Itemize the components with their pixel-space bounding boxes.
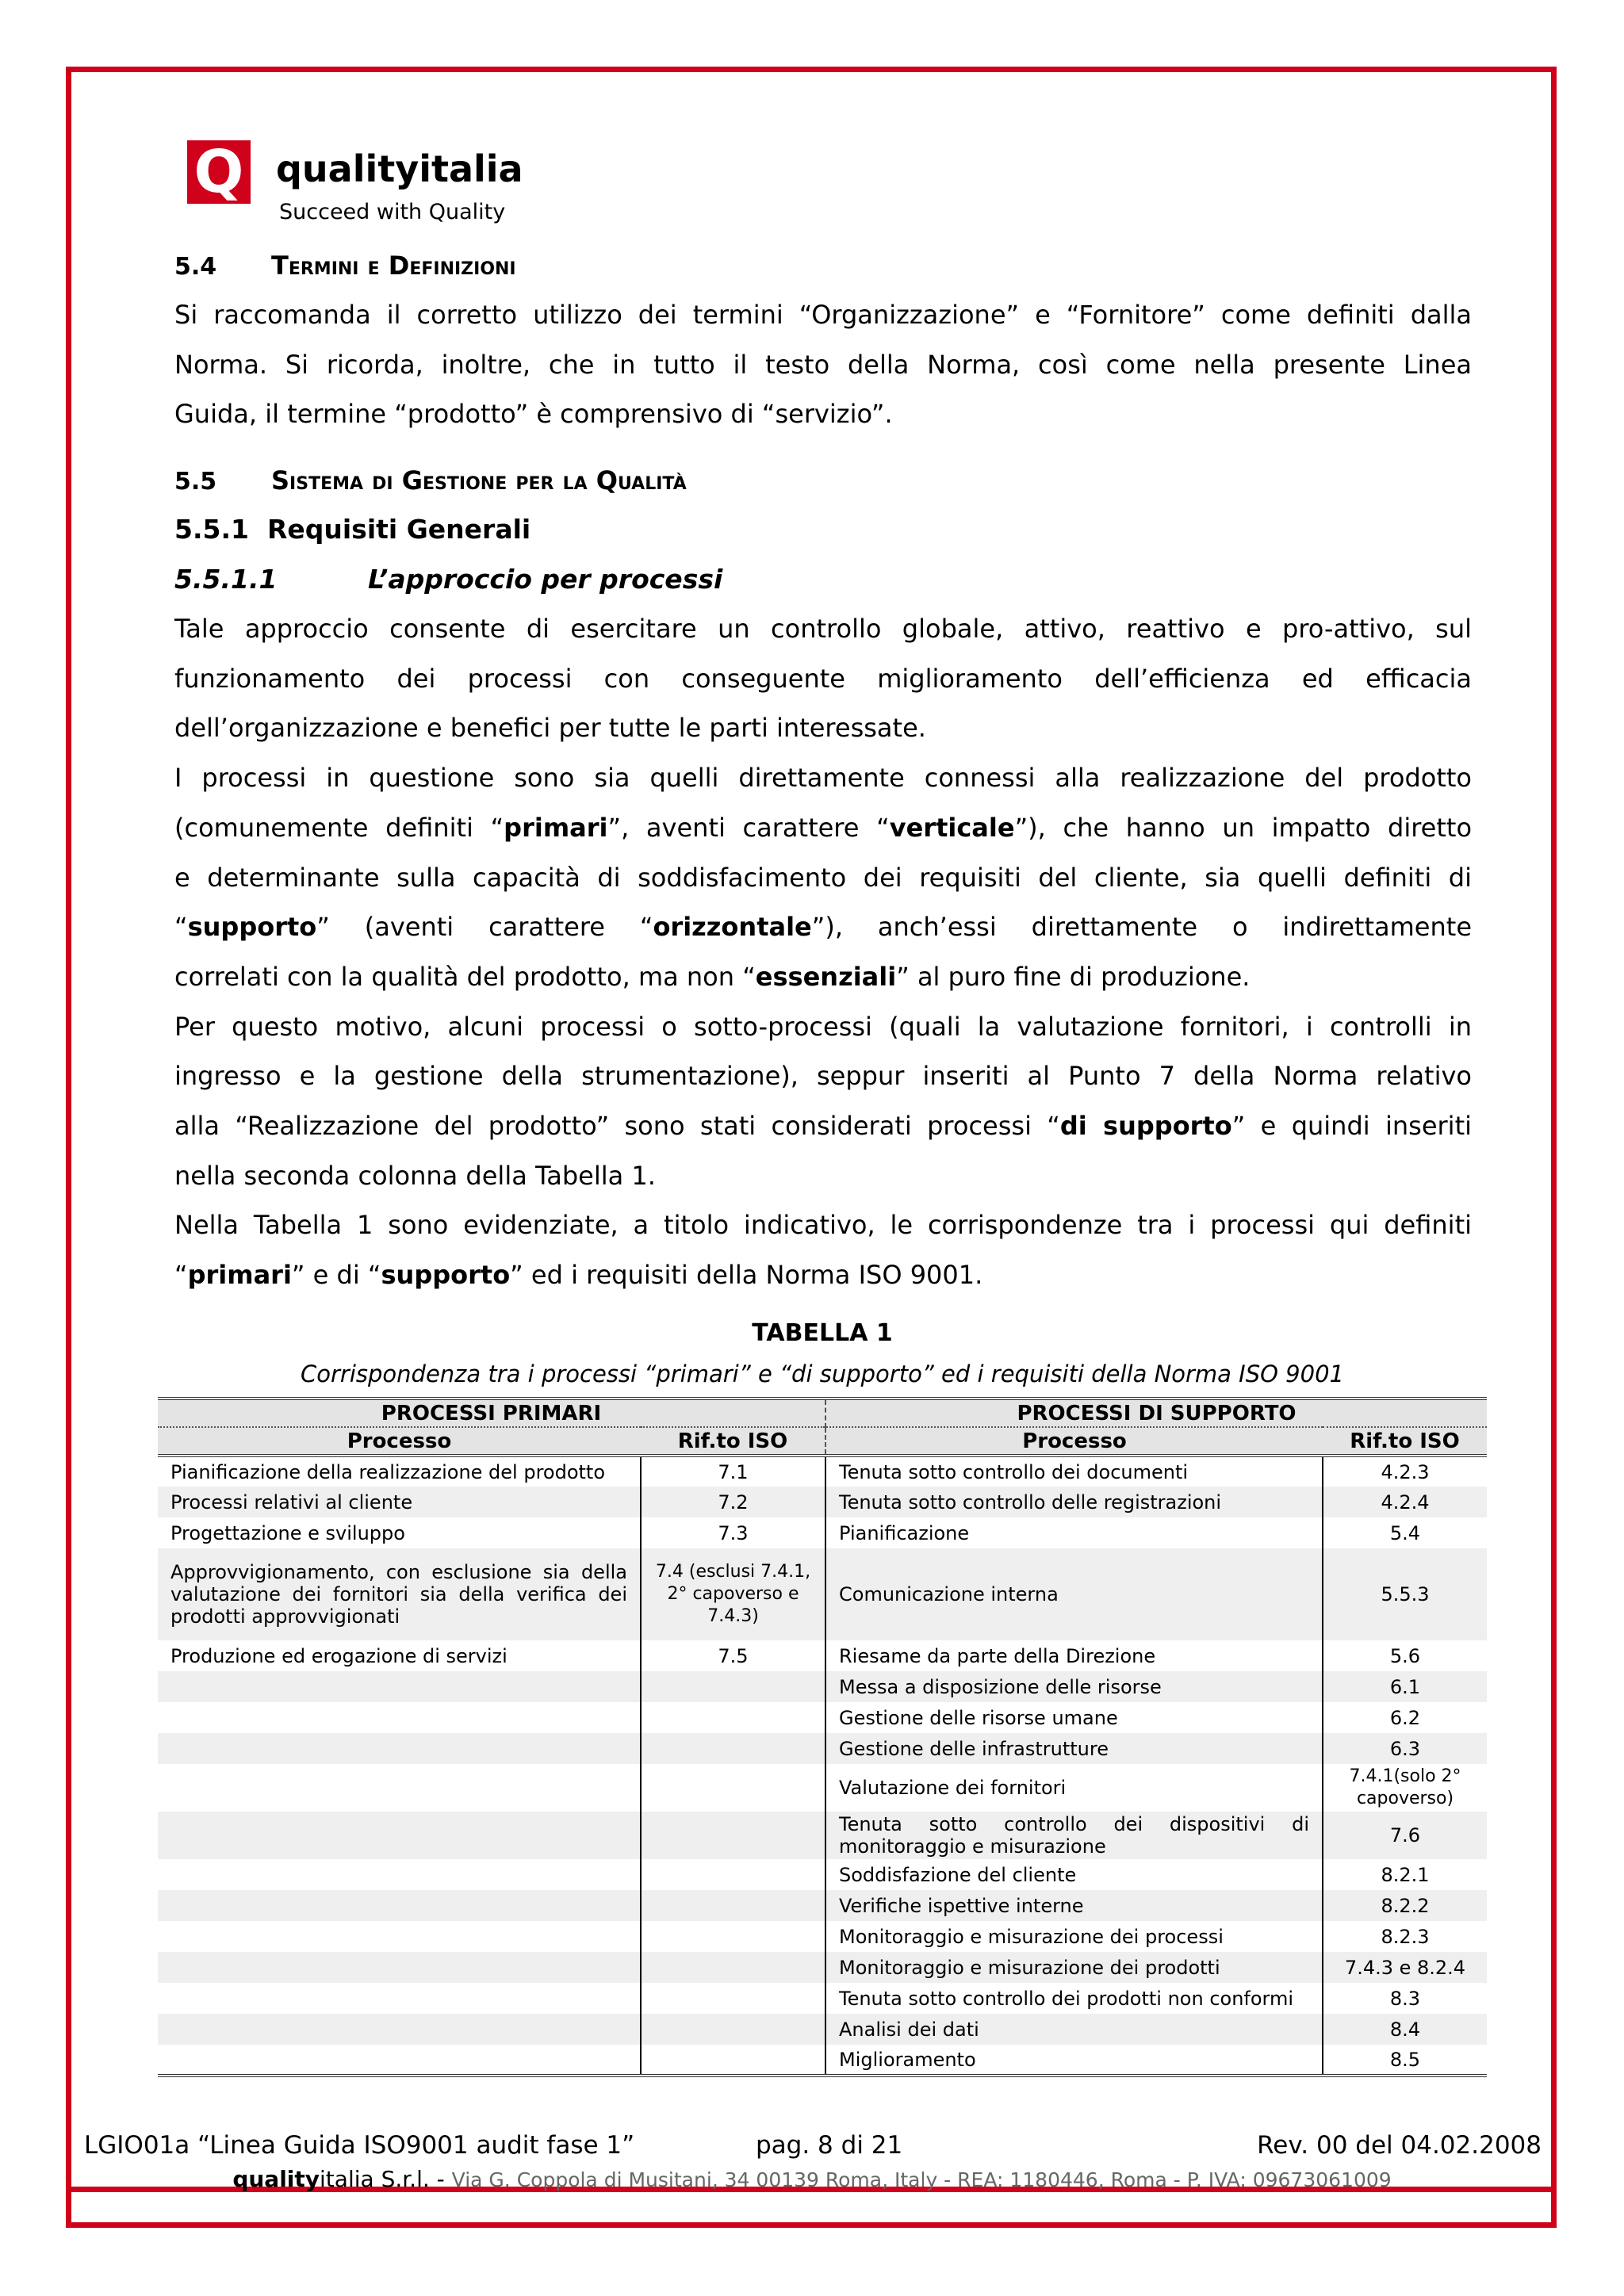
support-process-cell: Pianificazione bbox=[825, 1517, 1323, 1548]
text-segment: ” e quindi inseriti bbox=[1231, 1111, 1473, 1141]
support-process-cell: Monitoraggio e misurazione dei processi bbox=[825, 1921, 1323, 1952]
text-line bbox=[174, 1011, 1472, 1043]
text-line bbox=[174, 299, 1472, 331]
text-segment: funzionamento dei processi con conseguente miglioramento dell’efficienza ed efficacia bbox=[174, 663, 1472, 694]
table-row bbox=[158, 1952, 1487, 1983]
support-process-cell: Soddisfazione del cliente bbox=[825, 1859, 1323, 1890]
primary-process-cell: Approvvigionamento, con esclusione sia della valutazione dei fornitori sia della verifica dei prodotti approvvigionati bbox=[158, 1548, 641, 1640]
support-ref-cell: 6.1 bbox=[1323, 1671, 1487, 1702]
bold-term: orizzontale bbox=[653, 912, 812, 943]
section-5-4-heading bbox=[174, 251, 516, 281]
text-segment: ”), che hanno un impatto diretto bbox=[1014, 812, 1473, 843]
primary-ref-cell bbox=[641, 1983, 825, 2014]
support-ref-cell: 8.2.1 bbox=[1381, 1863, 1430, 1886]
footer-revision: Rev. 00 del 04.02.2008 bbox=[1257, 2131, 1542, 2160]
support-ref-cell: 5.5.3 bbox=[1323, 1548, 1487, 1640]
support-ref-cell: 4.2.3 bbox=[1381, 1460, 1430, 1483]
text-line bbox=[174, 1160, 1472, 1192]
brand-tagline: Succeed with Quality bbox=[279, 200, 506, 224]
primary-ref-cell bbox=[641, 2014, 825, 2045]
primary-ref-cell bbox=[641, 1859, 825, 1890]
bold-term: supporto bbox=[381, 1260, 511, 1291]
primary-process-cell: Pianificazione della realizzazione del prodotto bbox=[158, 1456, 641, 1487]
support-process-cell: Miglioramento bbox=[825, 2045, 1323, 2076]
text-line bbox=[174, 1209, 1472, 1241]
text-segment: I processi in questione sono sia quelli direttamente connessi alla realizzazione del prodotto bbox=[174, 763, 1472, 794]
table-title: TABELLA 1 bbox=[752, 1319, 893, 1347]
section-title: Termini e Definizioni bbox=[271, 251, 516, 281]
primary-process-cell bbox=[158, 1952, 641, 1983]
company-address: Via G. Coppola di Musitani, 34 00139 Roma, Italy - REA: 1180446, Roma - P. IVA: 09673061009 bbox=[451, 2168, 1392, 2191]
primary-process-cell bbox=[158, 1812, 641, 1859]
text-segment: dell’organizzazione e benefici per tutte le parti interessate. bbox=[174, 713, 926, 744]
primary-process-cell bbox=[158, 1764, 641, 1812]
primary-ref-cell: 7.2 bbox=[641, 1487, 825, 1517]
table-row bbox=[158, 1921, 1487, 1952]
primary-ref-cell bbox=[641, 1952, 825, 1983]
primary-ref-cell bbox=[641, 1812, 825, 1859]
support-process-cell: Gestione delle infrastrutture bbox=[825, 1733, 1323, 1764]
primary-process-cell bbox=[158, 1921, 641, 1952]
support-ref-cell: 5.6 bbox=[1389, 1644, 1421, 1667]
table-row bbox=[158, 1517, 1487, 1548]
primary-ref-cell bbox=[641, 2045, 825, 2076]
text-line bbox=[174, 1110, 1472, 1142]
section-title: Requisiti Generali bbox=[266, 514, 531, 545]
text-segment: “ bbox=[174, 912, 188, 943]
table-row bbox=[158, 1859, 1487, 1890]
text-segment: ingresso e la gestione della strumentazione), seppur inseriti al Punto 7 della Norma relativo bbox=[174, 1061, 1472, 1092]
support-ref-cell: 8.2.3 bbox=[1381, 1925, 1430, 1948]
primary-ref-cell bbox=[641, 1890, 825, 1921]
support-process-cell: Comunicazione interna bbox=[825, 1548, 1323, 1640]
support-process-cell: Valutazione dei fornitori bbox=[825, 1764, 1323, 1812]
col-process-header: Processo bbox=[158, 1427, 641, 1456]
bold-term: primari bbox=[187, 1260, 292, 1291]
support-ref-cell: 7.4.3 e 8.2.4 bbox=[1323, 1952, 1487, 1983]
text-line bbox=[174, 663, 1472, 695]
bold-term: di supporto bbox=[1059, 1111, 1232, 1141]
primary-ref-cell bbox=[641, 1671, 825, 1702]
table-row bbox=[158, 1890, 1487, 1921]
col-ref-header: Rif.to ISO bbox=[641, 1427, 825, 1456]
text-segment: correlati con la qualità del prodotto, ma non “ bbox=[174, 961, 756, 992]
primary-process-cell: Processi relativi al cliente bbox=[158, 1487, 641, 1517]
support-ref-cell: 8.5 bbox=[1389, 2048, 1421, 2071]
primary-process-cell bbox=[158, 1890, 641, 1921]
support-ref-cell: 8.3 bbox=[1389, 1987, 1421, 2010]
support-ref-cell: 4.2.4 bbox=[1323, 1487, 1487, 1517]
section-5-5-1-1-heading bbox=[174, 564, 722, 595]
table-row bbox=[158, 1640, 1487, 1671]
text-segment: ” ed i requisiti della Norma ISO 9001. bbox=[510, 1260, 983, 1291]
text-segment: ” al puro fine di produzione. bbox=[896, 961, 1251, 992]
table-row bbox=[158, 1702, 1487, 1733]
text-segment: Guida, il termine “prodotto” è comprensivo di “servizio”. bbox=[174, 399, 893, 430]
text-segment: Tale approccio consente di esercitare un controllo globale, attivo, reattivo e pro-attivo, sul bbox=[174, 614, 1472, 644]
support-process-cell: Monitoraggio e misurazione dei prodotti bbox=[825, 1952, 1323, 1983]
section-number: 5.5 bbox=[174, 468, 217, 496]
text-line bbox=[174, 911, 1472, 943]
primary-ref-cell bbox=[641, 1733, 825, 1764]
primary-ref-cell: 7.5 bbox=[641, 1640, 825, 1671]
process-table bbox=[158, 1397, 1487, 2077]
bold-term: verticale bbox=[889, 812, 1015, 843]
col-process-header: Processo bbox=[825, 1427, 1323, 1456]
section-number: 5.4 bbox=[174, 253, 217, 281]
table-row bbox=[158, 1671, 1487, 1702]
text-segment: e determinante sulla capacità di soddisfacimento dei requisiti del cliente, sia quelli definiti di bbox=[174, 862, 1472, 893]
section-number: 5.5.1 bbox=[174, 514, 249, 545]
support-ref-cell: 8.4 bbox=[1323, 2014, 1487, 2045]
primary-process-cell bbox=[158, 2014, 641, 2045]
section-5-5-1-heading bbox=[174, 514, 530, 545]
primary-ref-cell: 7.3 bbox=[641, 1517, 825, 1548]
primary-process-cell bbox=[158, 1671, 641, 1702]
text-segment: ”), anch’essi direttamente o indirettamente bbox=[811, 912, 1473, 943]
group-support-header: PROCESSI DI SUPPORTO bbox=[825, 1399, 1487, 1427]
text-line bbox=[174, 398, 1472, 430]
table-row bbox=[158, 1764, 1487, 1812]
text-line bbox=[174, 1060, 1472, 1092]
text-segment: (comunemente definiti “ bbox=[174, 812, 504, 843]
primary-ref-cell bbox=[641, 1921, 825, 1952]
primary-process-cell: Produzione ed erogazione di servizi bbox=[158, 1640, 641, 1671]
table-row bbox=[158, 1487, 1487, 1517]
support-process-cell: Analisi dei dati bbox=[825, 2014, 1323, 2045]
section-title: Sistema di Gestione per la Qualità bbox=[271, 465, 687, 496]
bold-term: essenziali bbox=[755, 961, 897, 992]
support-process-cell: Tenuta sotto controllo delle registrazioni bbox=[825, 1487, 1323, 1517]
support-ref-cell: 7.4.1(solo 2° capoverso) bbox=[1349, 1766, 1461, 1808]
table-row bbox=[158, 1983, 1487, 2014]
support-process-cell: Riesame da parte della Direzione bbox=[825, 1640, 1323, 1671]
primary-process-cell bbox=[158, 1859, 641, 1890]
support-process-cell: Tenuta sotto controllo dei documenti bbox=[825, 1456, 1323, 1487]
text-segment: Norma. Si ricorda, inoltre, che in tutto il testo della Norma, così come nella presente Linea bbox=[174, 349, 1472, 380]
text-segment: Nella Tabella 1 sono evidenziate, a titolo indicativo, le corrispondenze tra i processi qui definiti bbox=[174, 1210, 1472, 1241]
support-process-cell: Tenuta sotto controllo dei dispositivi di monitoraggio e misurazione bbox=[825, 1812, 1323, 1859]
company-bold: quality bbox=[232, 2166, 320, 2192]
primary-process-cell bbox=[158, 2045, 641, 2076]
primary-ref-cell bbox=[641, 1702, 825, 1733]
text-line bbox=[174, 762, 1472, 794]
text-segment: ” e di “ bbox=[291, 1260, 381, 1291]
text-segment: Si raccomanda il corretto utilizzo dei termini “Organizzazione” e “Fornitore” come definiti dalla bbox=[174, 300, 1472, 330]
support-ref-cell: 6.3 bbox=[1323, 1733, 1487, 1764]
text-line bbox=[174, 961, 1472, 993]
footer-page: pag. 8 di 21 bbox=[756, 2131, 903, 2160]
footer-company bbox=[0, 2166, 1624, 2192]
support-process-cell: Messa a disposizione delle risorse bbox=[825, 1671, 1323, 1702]
primary-process-cell bbox=[158, 1733, 641, 1764]
text-line bbox=[174, 812, 1472, 844]
table-row bbox=[158, 2014, 1487, 2045]
footer-document: LGIO01a “Linea Guida ISO9001 audit fase 1” bbox=[84, 2131, 635, 2160]
primary-ref-cell bbox=[641, 1764, 825, 1812]
company-name: italia S.r.l. - bbox=[320, 2166, 452, 2192]
section-5-5-heading bbox=[174, 465, 687, 496]
support-process-cell: Tenuta sotto controllo dei prodotti non conformi bbox=[825, 1983, 1323, 2014]
table-row bbox=[158, 2045, 1487, 2076]
primary-process-cell: Progettazione e sviluppo bbox=[158, 1517, 641, 1548]
primary-process-cell bbox=[158, 1983, 641, 2014]
bold-term: primari bbox=[504, 812, 608, 843]
support-ref-cell: 5.4 bbox=[1389, 1521, 1421, 1544]
text-segment: nella seconda colonna della Tabella 1. bbox=[174, 1160, 656, 1191]
primary-ref-cell: 7.4 (esclusi 7.4.1, 2° capoverso e 7.4.3) bbox=[641, 1548, 825, 1640]
text-segment: ”, aventi carattere “ bbox=[607, 812, 890, 843]
table-row bbox=[158, 1812, 1487, 1859]
section-number: 5.5.1.1 bbox=[174, 564, 278, 595]
support-process-cell: Gestione delle risorse umane bbox=[825, 1702, 1323, 1733]
table-row bbox=[158, 1733, 1487, 1764]
text-segment: alla “Realizzazione del prodotto” sono stati considerati processi “ bbox=[174, 1111, 1060, 1141]
text-line bbox=[174, 862, 1472, 894]
support-ref-cell: 6.2 bbox=[1389, 1706, 1421, 1729]
support-ref-cell: 7.6 bbox=[1323, 1812, 1487, 1859]
text-segment: ” (aventi carattere “ bbox=[316, 912, 653, 943]
text-segment: “ bbox=[174, 1260, 188, 1291]
text-line bbox=[174, 1259, 1472, 1291]
text-segment: Per questo motivo, alcuni processi o sotto-processi (quali la valutazione fornitori, i controlli in bbox=[174, 1011, 1472, 1042]
section-title: L’approccio per processi bbox=[368, 564, 723, 595]
table-caption: Corrispondenza tra i processi “primari” e “di supporto” ed i requisiti della Norma ISO 9001 bbox=[301, 1360, 1344, 1387]
table-row bbox=[158, 1456, 1487, 1487]
primary-process-cell bbox=[158, 1702, 641, 1733]
text-line bbox=[174, 712, 1472, 744]
text-line bbox=[174, 613, 1472, 645]
bold-term: supporto bbox=[187, 912, 317, 943]
logo-q-icon: Q bbox=[187, 140, 251, 204]
table-row bbox=[158, 1548, 1487, 1640]
primary-ref-cell: 7.1 bbox=[641, 1456, 825, 1487]
brand-name: qualityitalia bbox=[276, 147, 523, 190]
col-ref-header: Rif.to ISO bbox=[1323, 1427, 1487, 1456]
group-primary-header: PROCESSI PRIMARI bbox=[158, 1399, 825, 1427]
support-ref-cell: 8.2.2 bbox=[1323, 1890, 1487, 1921]
text-line bbox=[174, 349, 1472, 381]
support-process-cell: Verifiche ispettive interne bbox=[825, 1890, 1323, 1921]
